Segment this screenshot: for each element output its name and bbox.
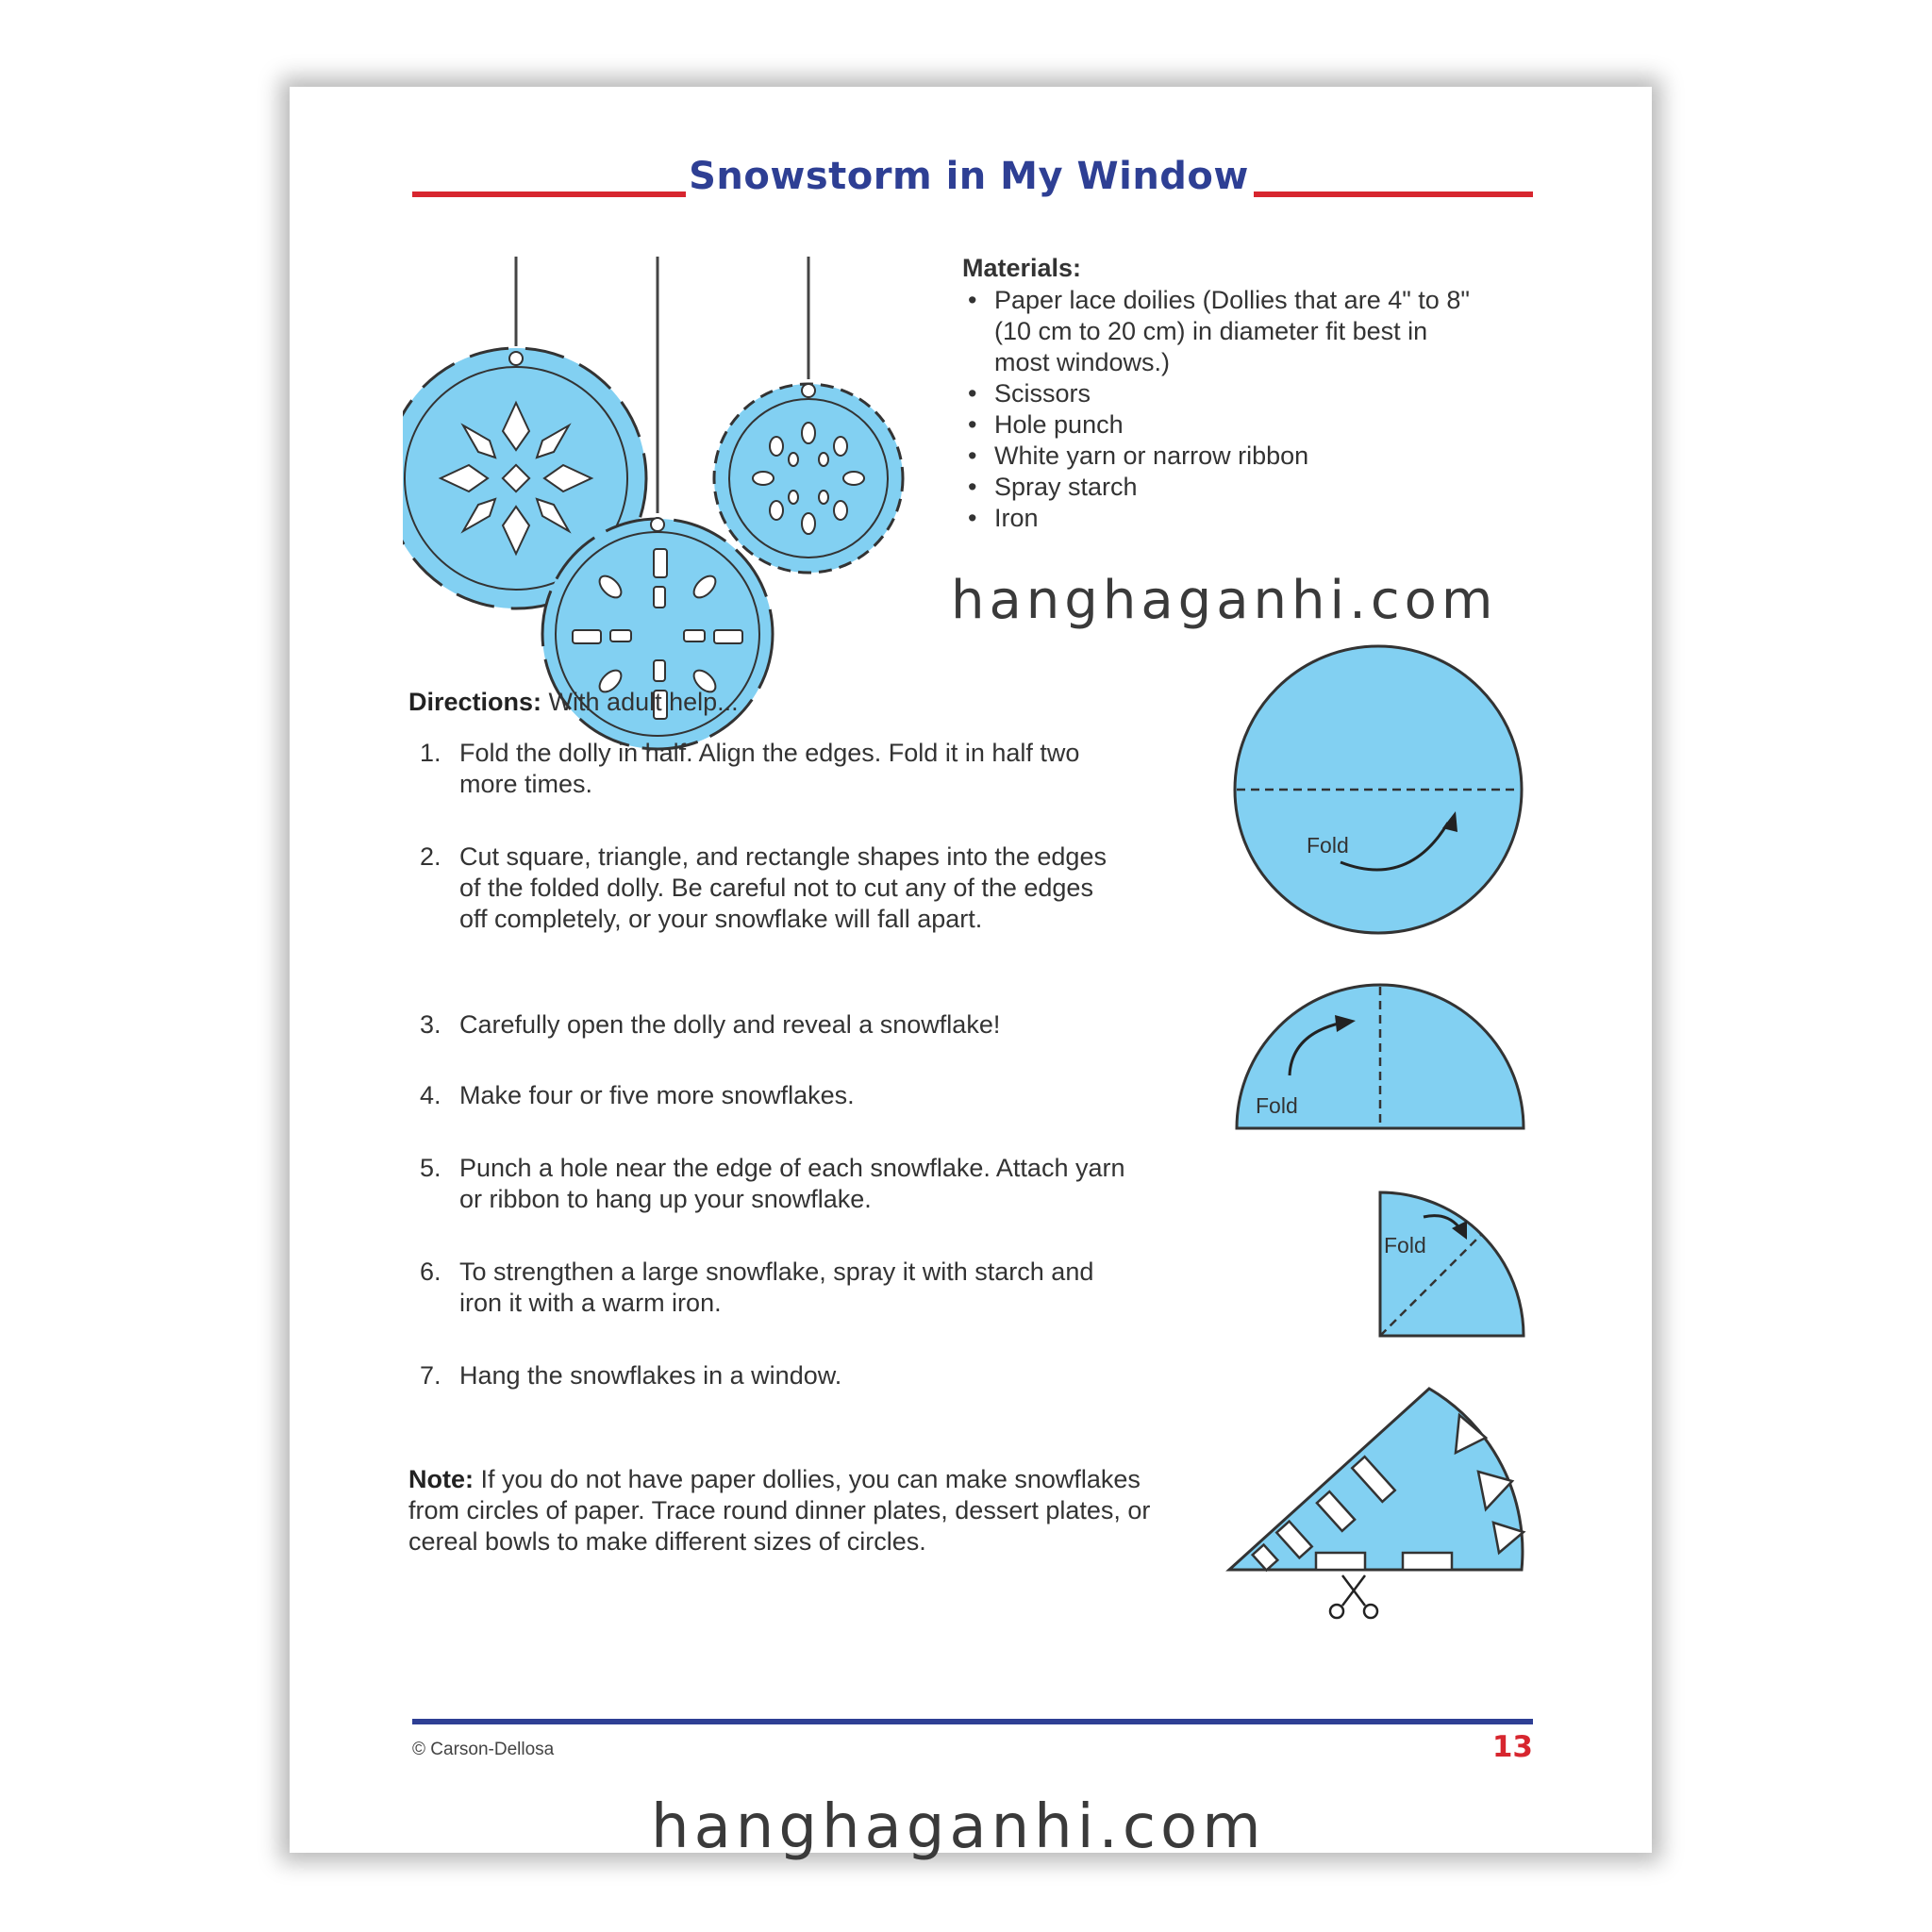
- materials-heading: Materials:: [962, 254, 1082, 282]
- scissors-icon: [1330, 1575, 1377, 1618]
- directions-intro: With adult help...: [548, 688, 739, 716]
- step-text: Cut square, triangle, and rectangle shapes into the edges of the folded dolly. Be careful not to cut any of the edges off completely, or your snowflake will fall apart.: [459, 842, 1107, 933]
- cut-wedge-diagram: [1224, 1379, 1535, 1653]
- watermark-bottom: hanghaganhi.com: [651, 1792, 1266, 1862]
- materials-list: [962, 285, 1472, 534]
- page-number: 13: [1491, 1730, 1533, 1764]
- step-item: [408, 1009, 1176, 1041]
- fold-diagram-quarter: [1374, 1187, 1535, 1347]
- step-item: [408, 1153, 1139, 1215]
- fold-label: Fold: [1307, 833, 1349, 858]
- page-title: Snowstorm in My Window: [689, 155, 1249, 198]
- step-item: [408, 1080, 1176, 1111]
- step-text: Carefully open the dolly and reveal a snowflake!: [459, 1010, 1001, 1039]
- step-number: 5.: [420, 1154, 441, 1182]
- material-item: • Hole punch: [962, 409, 1472, 441]
- directions-intro-line: [408, 687, 1069, 718]
- title-rule-right: [1254, 192, 1533, 197]
- step-text: Make four or five more snowflakes.: [459, 1081, 855, 1109]
- title-rule-left: [412, 192, 686, 197]
- note-paragraph: [408, 1464, 1154, 1557]
- snowflake-right: [714, 384, 903, 573]
- step-item: [408, 738, 1120, 800]
- material-item: • Spray starch: [962, 472, 1472, 503]
- footer-rule: [412, 1719, 1533, 1724]
- step-number: 1.: [420, 739, 441, 767]
- fold-diagram-circle: [1229, 643, 1531, 945]
- watermark-top: hanghaganhi.com: [951, 570, 1498, 631]
- directions-heading: Directions:: [408, 688, 542, 716]
- fold-label: Fold: [1256, 1093, 1298, 1118]
- step-text: To strengthen a large snowflake, spray it with starch and iron it with a warm iron.: [459, 1257, 1094, 1317]
- note-heading: Note:: [408, 1465, 474, 1493]
- step-text: Punch a hole near the edge of each snowflake. Attach yarn or ribbon to hang up your snowflake.: [459, 1154, 1125, 1213]
- hanging-snowflakes-illustration: [403, 257, 912, 757]
- fold-label: Fold: [1384, 1233, 1426, 1257]
- fold-diagram-half: [1229, 974, 1531, 1134]
- copyright: © Carson-Dellosa: [412, 1740, 555, 1759]
- material-item: • Iron: [962, 503, 1472, 534]
- step-text: Fold the dolly in half. Align the edges. Fold it in half two more times.: [459, 739, 1080, 798]
- step-number: 6.: [420, 1257, 441, 1286]
- step-number: 7.: [420, 1361, 441, 1390]
- material-item: • Paper lace doilies (Dollies that are 4" to 8" (10 cm to 20 cm) in diameter fit best in most windows.): [962, 285, 1472, 378]
- worksheet-page: [290, 87, 1652, 1853]
- step-number: 4.: [420, 1081, 441, 1109]
- note-text: If you do not have paper dollies, you can make snowflakes from circles of paper. Trace round dinner plates, dessert plates, or cereal bowls to make different sizes of circles.: [408, 1465, 1151, 1556]
- step-item: [408, 841, 1125, 935]
- step-text: Hang the snowflakes in a window.: [459, 1361, 842, 1390]
- step-number: 2.: [420, 842, 441, 871]
- material-item: • White yarn or narrow ribbon: [962, 441, 1472, 472]
- material-item: • Scissors: [962, 378, 1472, 409]
- step-item: [408, 1360, 1139, 1391]
- step-item: [408, 1257, 1139, 1319]
- step-number: 3.: [420, 1010, 441, 1039]
